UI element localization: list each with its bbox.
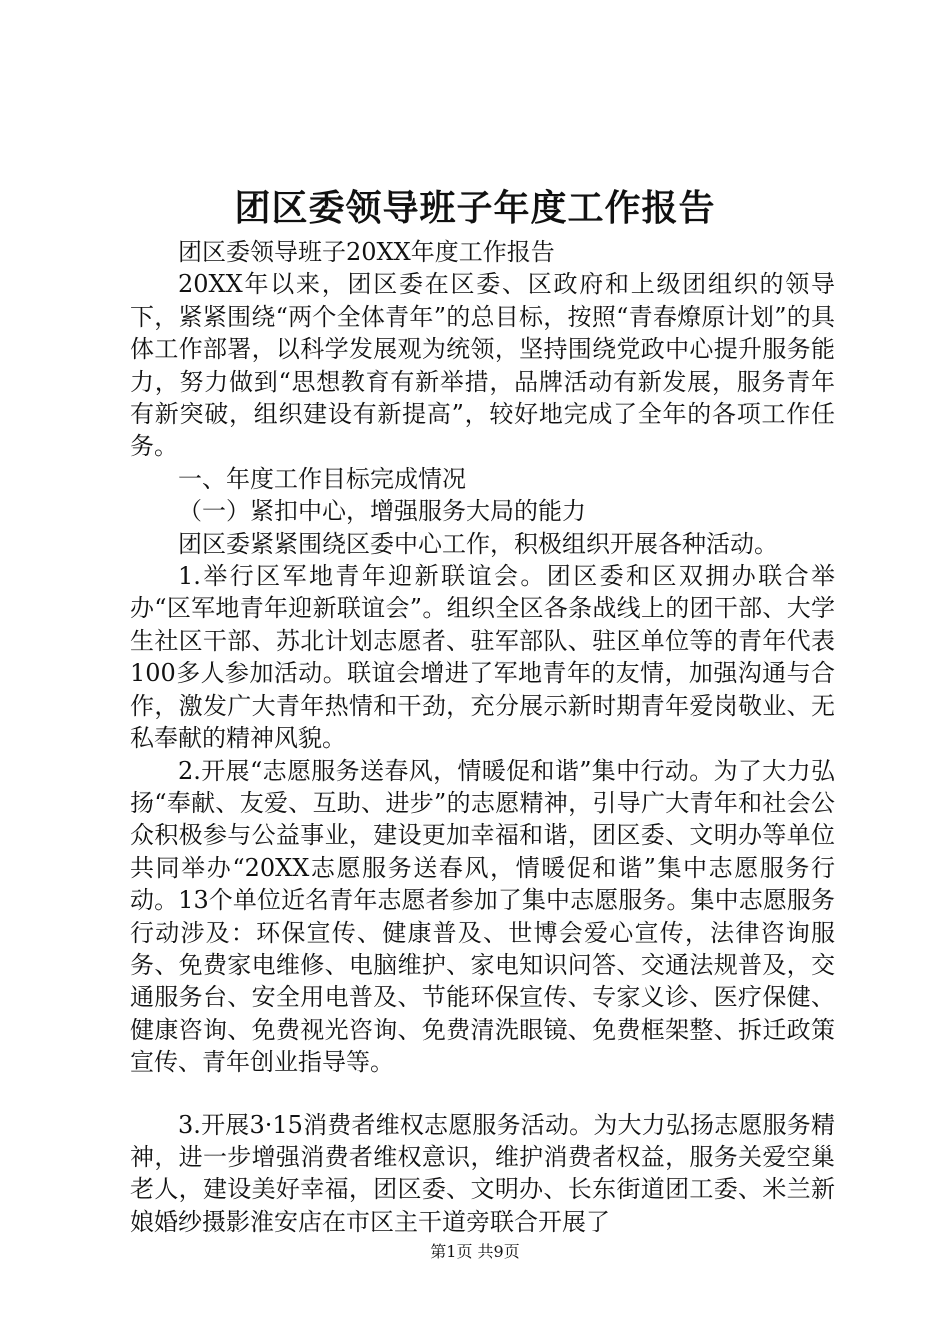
item-2-paragraph: 2.开展“志愿服务送春风，情暖促和谐”集中行动。为了大力弘扬“奉献、友爱、互助、进步”的志愿精神，引导广大青年和社会公众积极参与公益事业，建设更加幸福和谐，团区委、文明办等单位共同举办“20XX志愿服务送春风，情暖促和谐”集中志愿服务行动。13个单位近名青年志愿者参加了集中志愿服务。集中志愿服务行动涉及：环保宣传、健康普及、世博会爱心宣传，法律咨询服务、免费家电维修、电脑维护、家电知识问答、交通法规普及，交通服务台、安全用电普及、节能环保宣传、专家义诊、医疗保健、健康咨询、免费视光咨询、免费清洗眼镜、免费框架整、拆迁政策宣传、青年创业指导等。 (130, 756, 835, 1077)
document-body (130, 236, 835, 1238)
page-indicator: 第1页 共9页 (430, 1242, 520, 1261)
intro-paragraph: 20XX年以来，团区委在区委、区政府和上级团组织的领导下，紧紧围绕“两个全体青年”的总目标，按照“青春燎原计划”的具体工作部署，以科学发展观为统领，坚持围绕党政中心提升服务能力，努力做到“思想教育有新举措，品牌活动有新发展，服务青年有新突破，组织建设有新提高”，较好地完成了全年的各项工作任务。 (130, 270, 835, 461)
report-subtitle-paragraph: 团区委领导班子20XX年度工作报告 (178, 238, 555, 266)
item-1-paragraph: 1.举行区军地青年迎新联谊会。团区委和区双拥办联合举办“区军地青年迎新联谊会”。组织全区各条战线上的团干部、大学生社区干部、苏北计划志愿者、驻军部队、驻区单位等的青年代表100多人参加活动。联谊会增进了军地青年的友情，加强沟通与合作，激发广大青年热情和干劲，充分展示新时期青年爱岗敬业、无私奉献的精神风貌。 (130, 562, 835, 753)
subsection-heading: （一）紧扣中心，增强服务大局的能力 (178, 497, 586, 526)
document-title: 团区委领导班子年度工作报告 (234, 187, 716, 229)
paragraph-gap (130, 1079, 835, 1109)
subsection-intro-paragraph: 团区委紧紧围绕区委中心工作，积极组织开展各种活动。 (178, 529, 778, 558)
section-heading: 一、年度工作目标完成情况 (178, 464, 466, 493)
item-3-paragraph: 3.开展3·15消费者维权志愿服务活动。为大力弘扬志愿服务精神，进一步增强消费者维权意识，维护消费者权益，服务关爱空巢老人，建设美好幸福，团区委、文明办、长东街道团工委、米兰新娘婚纱摄影淮安店在市区主干道旁联合开展了 (130, 1110, 835, 1236)
